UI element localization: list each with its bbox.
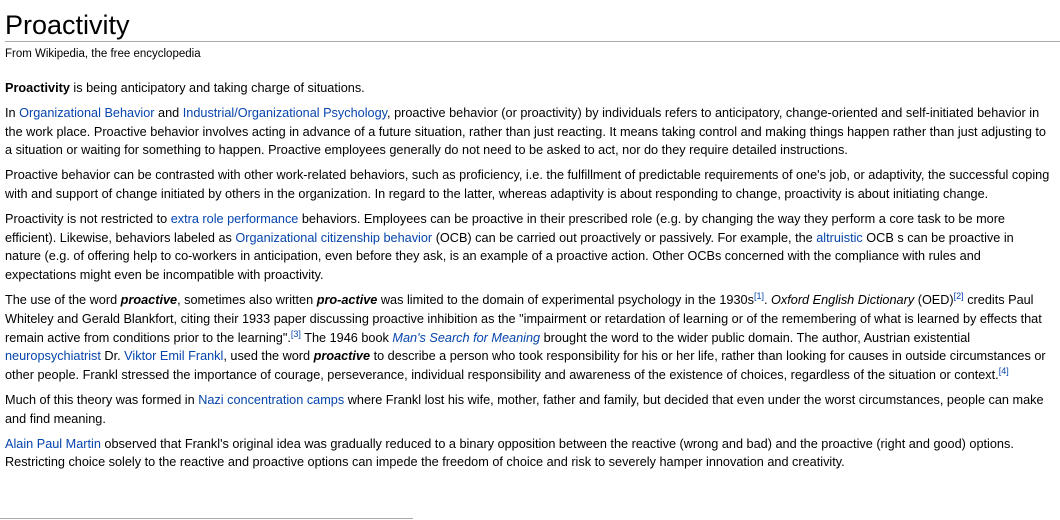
paragraph	[5, 391, 1053, 429]
text: Proactive behavior can be contrasted with other work-related behaviors, such as proficiency, i.e. the fulfillment of predictable requirements of one's job, or adaptivity, the successful coping with and support of change initiated by others in the organization. In regard to the latter, whereas adaptivity is about responding to change, proactivity is about initiating change.	[5, 168, 1050, 201]
paragraph	[5, 166, 1053, 204]
text: , proactive behavior (or proactivity) by individuals refers to anticipatory, change-oriented and self-initiated behavior in the work place. Proactive behavior involves acting in advance of a future situation, rather than just reacting. It means taking control and making things happen rather than just adjusting to a situation or waiting for something to happen. Proactive employees generally do not need to be asked to act, nor do they require detailed instructions.	[5, 105, 1046, 158]
text: behaviors. Employees can be proactive in their prescribed role (e.g. by changing the way they perform a core task to be more efficient). Likewise, behaviors labeled as	[5, 211, 1005, 245]
text: is being anticipatory and taking charge of situations.	[69, 81, 365, 95]
text: brought the word to the wider public domain. The author, Austrian existential	[540, 330, 971, 345]
article-content	[5, 0, 1053, 478]
wiki-link[interactable]: Man's Search for Meaning	[392, 330, 541, 345]
italic-text: Oxford English Dictionary	[771, 292, 915, 307]
wiki-link[interactable]: Alain Paul Martin	[5, 436, 101, 451]
bold-italic-text: proactive	[120, 292, 178, 307]
citation-link[interactable]: [4]	[998, 365, 1009, 376]
bold-italic-text: proactive	[313, 349, 371, 364]
paragraph	[5, 104, 1053, 160]
text: In	[5, 105, 20, 120]
bold-italic-text: pro-active	[316, 292, 378, 307]
wiki-link[interactable]: Viktor Emil Frankl	[124, 349, 224, 364]
wiki-link[interactable]: altruistic	[816, 230, 863, 245]
paragraph	[5, 79, 1053, 98]
wiki-link[interactable]: Nazi concentration camps	[198, 392, 345, 407]
citation-link[interactable]: [3]	[290, 328, 301, 339]
wiki-link[interactable]: extra role performance	[170, 211, 299, 226]
wiki-link[interactable]: Industrial/Organizational Psychology	[182, 105, 388, 120]
text: , sometimes also written	[177, 292, 317, 307]
citation	[999, 366, 1009, 376]
text: Much of this theory was formed in	[5, 392, 199, 407]
citation-link[interactable]: [2]	[953, 290, 964, 301]
bold-text: Proactivity	[5, 81, 70, 95]
site-subtitle: From Wikipedia, the free encyclopedia	[5, 48, 201, 60]
text: (OED)	[914, 292, 954, 307]
citation	[291, 328, 301, 338]
wiki-link[interactable]: neuropsychiatrist	[5, 349, 101, 364]
text: observed that Frankl's original idea was gradually reduced to a binary opposition between the reactive (wrong and bad) and the proactive (right and good) options. Restricting choice solely to the reactive and proactive options can impede the freedom of choice and risk to severely hamper innovation and creativity.	[5, 436, 1014, 470]
text: credits Paul Whiteley and Gerald Blankfort, citing their 1933 paper discussing proactive inhibition as the "impairment or retardation of learning or of the remembering of what is learned by effects that remain active from conditions prior to the learning".	[5, 292, 1042, 345]
page-title: Proactivity	[5, 0, 1060, 42]
citation	[954, 291, 964, 301]
text: Proactivity is not restricted to	[5, 211, 171, 226]
text: , used the word	[223, 349, 314, 364]
citation-link[interactable]: [1]	[753, 290, 764, 301]
text: where Frankl lost his wife, mother, father and family, but decided that even under the worst circumstances, people can make and find meaning.	[5, 392, 1044, 426]
text: (OCB) can be carried out proactively or passively. For example, the	[432, 230, 817, 245]
text: .	[763, 292, 772, 307]
text: and	[154, 105, 183, 120]
paragraph	[5, 210, 1053, 285]
paragraph	[5, 291, 1053, 385]
text: Dr.	[100, 349, 125, 364]
wiki-link[interactable]: Organizational citizenship behavior	[235, 230, 433, 245]
text: The use of the word	[5, 292, 121, 307]
citation	[754, 291, 764, 301]
article-body	[5, 79, 1053, 472]
text: to describe a person who took responsibility for his or her life, rather than looking for causes in outside circumstances or other people. Frankl stressed the importance of courage, perseverance, individual responsibility and awareness of the existence of choices, regardless of the situation or context.	[5, 349, 1046, 383]
text: The 1946 book	[300, 330, 393, 345]
text: OCB s can be proactive in nature (e.g. of offering help to co-workers in anticipation, even before they ask, is an example of a proactive action. Other OCBs concerned with the compliance with rules and expectations might even be incompatible with proactivity.	[5, 230, 1014, 283]
paragraph	[5, 435, 1053, 473]
section-divider	[0, 518, 413, 519]
wiki-link[interactable]: Organizational Behavior	[19, 105, 155, 120]
text: was limited to the domain of experimental psychology in the 1930s	[377, 292, 754, 307]
